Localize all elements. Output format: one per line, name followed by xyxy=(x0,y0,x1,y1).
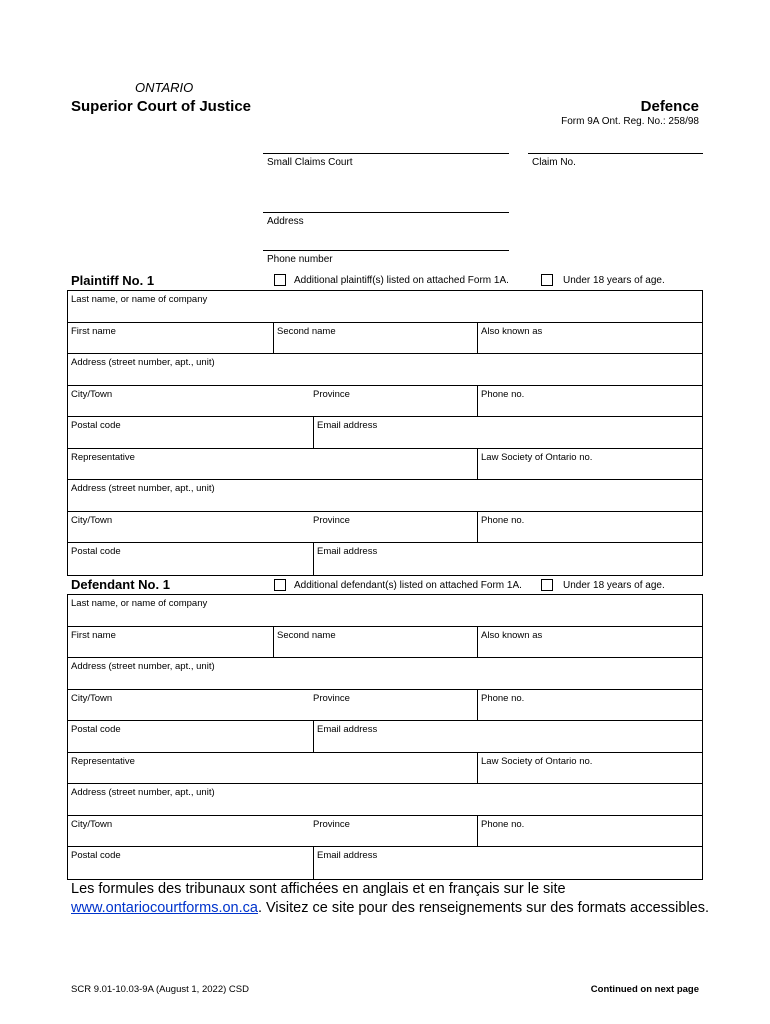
field-label: City/Town xyxy=(71,388,113,400)
language-notice xyxy=(71,880,721,918)
plaintiff-rep-city-field[interactable] xyxy=(68,512,310,543)
plaintiff-rep-address-field[interactable] xyxy=(68,480,702,511)
plaintiff-under18-label: Under 18 years of age. xyxy=(563,275,665,286)
province-label: ONTARIO xyxy=(135,80,194,95)
plaintiff-phone-field[interactable] xyxy=(477,386,702,417)
field-label: Address (street number, apt., unit) xyxy=(71,661,215,672)
claim-no-label: Claim No. xyxy=(532,157,576,168)
defendant-row-rep-city xyxy=(68,816,702,848)
notice-line2: . Visitez ce site pour des renseignements sur des formats accessibles. xyxy=(257,900,710,916)
field-label: Postal code xyxy=(71,850,121,861)
defendant-rep-city-field[interactable] xyxy=(68,816,310,847)
defendant-row-city xyxy=(68,690,702,722)
defendant-additional-label: Additional defendant(s) listed on attached Form 1A. xyxy=(294,580,522,591)
plaintiff-additional-label: Additional plaintiff(s) listed on attached Form 1A. xyxy=(294,275,509,286)
plaintiff-representative-field[interactable] xyxy=(68,449,477,480)
field-label: City/Town xyxy=(71,692,113,704)
field-label: Email address xyxy=(317,850,378,861)
field-label: Postal code xyxy=(71,420,121,431)
small-claims-court-label: Small Claims Court xyxy=(267,157,353,168)
defendant-row-names xyxy=(68,627,702,659)
field-label: Email address xyxy=(317,546,378,557)
plaintiff-row-city xyxy=(68,386,702,418)
ontario-court-forms-link[interactable]: www.ontariocourtforms.on.ca xyxy=(71,900,258,916)
defendant-city-field[interactable] xyxy=(68,690,310,721)
defendant-row-representative xyxy=(68,753,702,785)
plaintiff-province-field[interactable] xyxy=(310,386,477,417)
plaintiff-row-representative xyxy=(68,449,702,481)
plaintiff-email-field[interactable] xyxy=(313,417,702,448)
field-label: Phone no. xyxy=(481,388,525,400)
court-address-label: Address xyxy=(267,216,304,227)
field-label: Email address xyxy=(317,420,378,431)
field-label: Postal code xyxy=(71,546,121,557)
plaintiff-row-names xyxy=(68,323,702,355)
form-number: Form 9A Ont. Reg. No.: 258/98 xyxy=(561,116,699,127)
plaintiff-last-name-field[interactable] xyxy=(68,291,702,322)
field-label: City/Town xyxy=(71,818,113,830)
claim-no-line[interactable] xyxy=(528,153,703,154)
court-name: Superior Court of Justice xyxy=(71,98,252,115)
notice-line1: Les formules des tribunaux sont affichées en anglais et en français sur le site xyxy=(71,881,566,897)
plaintiff-rep-email-field[interactable] xyxy=(313,543,702,575)
field-label: Phone no. xyxy=(481,818,525,830)
defendant-rep-postal-field[interactable] xyxy=(68,847,313,879)
field-label: Province xyxy=(313,388,350,400)
plaintiff-rep-province-field[interactable] xyxy=(310,512,477,543)
field-label: Also known as xyxy=(481,325,543,337)
plaintiff-row-rep-city xyxy=(68,512,702,544)
defendant-under18-checkbox[interactable] xyxy=(541,579,553,591)
plaintiff-row-last-name xyxy=(68,291,702,323)
field-label: Second name xyxy=(277,325,336,337)
defendant-row-rep-address xyxy=(68,784,702,816)
court-phone-line[interactable] xyxy=(263,250,509,251)
defendant-phone-field[interactable] xyxy=(477,690,702,721)
plaintiff-row-rep-address xyxy=(68,480,702,512)
field-label: First name xyxy=(71,325,116,337)
plaintiff-lso-field[interactable] xyxy=(477,449,702,480)
defendant-row-last-name xyxy=(68,595,702,627)
defendant-row-postal xyxy=(68,721,702,753)
defendant-address-field[interactable] xyxy=(68,658,702,689)
plaintiff-row-postal xyxy=(68,417,702,449)
plaintiff-title: Plaintiff No. 1 xyxy=(71,273,155,288)
defendant-grid xyxy=(67,594,703,880)
plaintiff-postal-field[interactable] xyxy=(68,417,313,448)
defendant-row-rep-postal xyxy=(68,847,702,879)
field-label: Address (street number, apt., unit) xyxy=(71,357,215,368)
defendant-postal-field[interactable] xyxy=(68,721,313,752)
plaintiff-address-field[interactable] xyxy=(68,354,702,385)
field-label: Postal code xyxy=(71,724,121,735)
field-label: Representative xyxy=(71,451,135,463)
defendant-second-name-field[interactable] xyxy=(273,627,477,658)
field-label: Province xyxy=(313,818,350,830)
defendant-last-name-field[interactable] xyxy=(68,595,702,626)
field-label: Address (street number, apt., unit) xyxy=(71,483,215,494)
field-label: Province xyxy=(313,514,350,526)
field-label: Law Society of Ontario no. xyxy=(481,451,593,463)
field-label: Law Society of Ontario no. xyxy=(481,755,593,767)
field-label: Phone no. xyxy=(481,514,525,526)
field-label: Phone no. xyxy=(481,692,525,704)
field-label: Address (street number, apt., unit) xyxy=(71,787,215,798)
field-label: Email address xyxy=(317,724,378,735)
defendant-email-field[interactable] xyxy=(313,721,702,752)
defendant-additional-checkbox[interactable] xyxy=(274,579,286,591)
small-claims-court-line[interactable] xyxy=(263,153,509,154)
field-label: Also known as xyxy=(481,629,543,641)
defendant-province-field[interactable] xyxy=(310,690,477,721)
plaintiff-row-address xyxy=(68,354,702,386)
defendant-representative-field[interactable] xyxy=(68,753,477,784)
form-code: SCR 9.01-10.03-9A (August 1, 2022) CSD xyxy=(71,984,249,995)
court-address-line[interactable] xyxy=(263,212,509,213)
defendant-rep-address-field[interactable] xyxy=(68,784,702,815)
plaintiff-grid xyxy=(67,290,703,576)
field-label: Last name, or name of company xyxy=(71,598,208,609)
plaintiff-second-name-field[interactable] xyxy=(273,323,477,354)
field-label: First name xyxy=(71,629,116,641)
plaintiff-row-rep-postal xyxy=(68,543,702,575)
plaintiff-aka-field[interactable] xyxy=(477,323,702,354)
field-label: Second name xyxy=(277,629,336,641)
continued-label: Continued on next page xyxy=(590,984,699,995)
field-label: Last name, or name of company xyxy=(71,294,208,305)
defendant-row-address xyxy=(68,658,702,690)
plaintiff-additional-checkbox[interactable] xyxy=(274,274,286,286)
defendant-rep-province-field[interactable] xyxy=(310,816,477,847)
defendant-lso-field[interactable] xyxy=(477,753,702,784)
defendant-rep-phone-field[interactable] xyxy=(477,816,702,847)
plaintiff-first-name-field[interactable] xyxy=(68,323,273,354)
plaintiff-rep-phone-field[interactable] xyxy=(477,512,702,543)
defendant-rep-email-field[interactable] xyxy=(313,847,702,879)
court-phone-label: Phone number xyxy=(267,254,333,265)
field-label: Representative xyxy=(71,755,135,767)
field-label: Province xyxy=(313,692,350,704)
plaintiff-rep-postal-field[interactable] xyxy=(68,543,313,575)
field-label: City/Town xyxy=(71,514,113,526)
defendant-under18-label: Under 18 years of age. xyxy=(563,580,665,591)
defendant-aka-field[interactable] xyxy=(477,627,702,658)
defendant-title: Defendant No. 1 xyxy=(71,577,170,592)
plaintiff-under18-checkbox[interactable] xyxy=(541,274,553,286)
plaintiff-city-field[interactable] xyxy=(68,386,310,417)
form-title: Defence xyxy=(640,98,699,115)
defendant-first-name-field[interactable] xyxy=(68,627,273,658)
